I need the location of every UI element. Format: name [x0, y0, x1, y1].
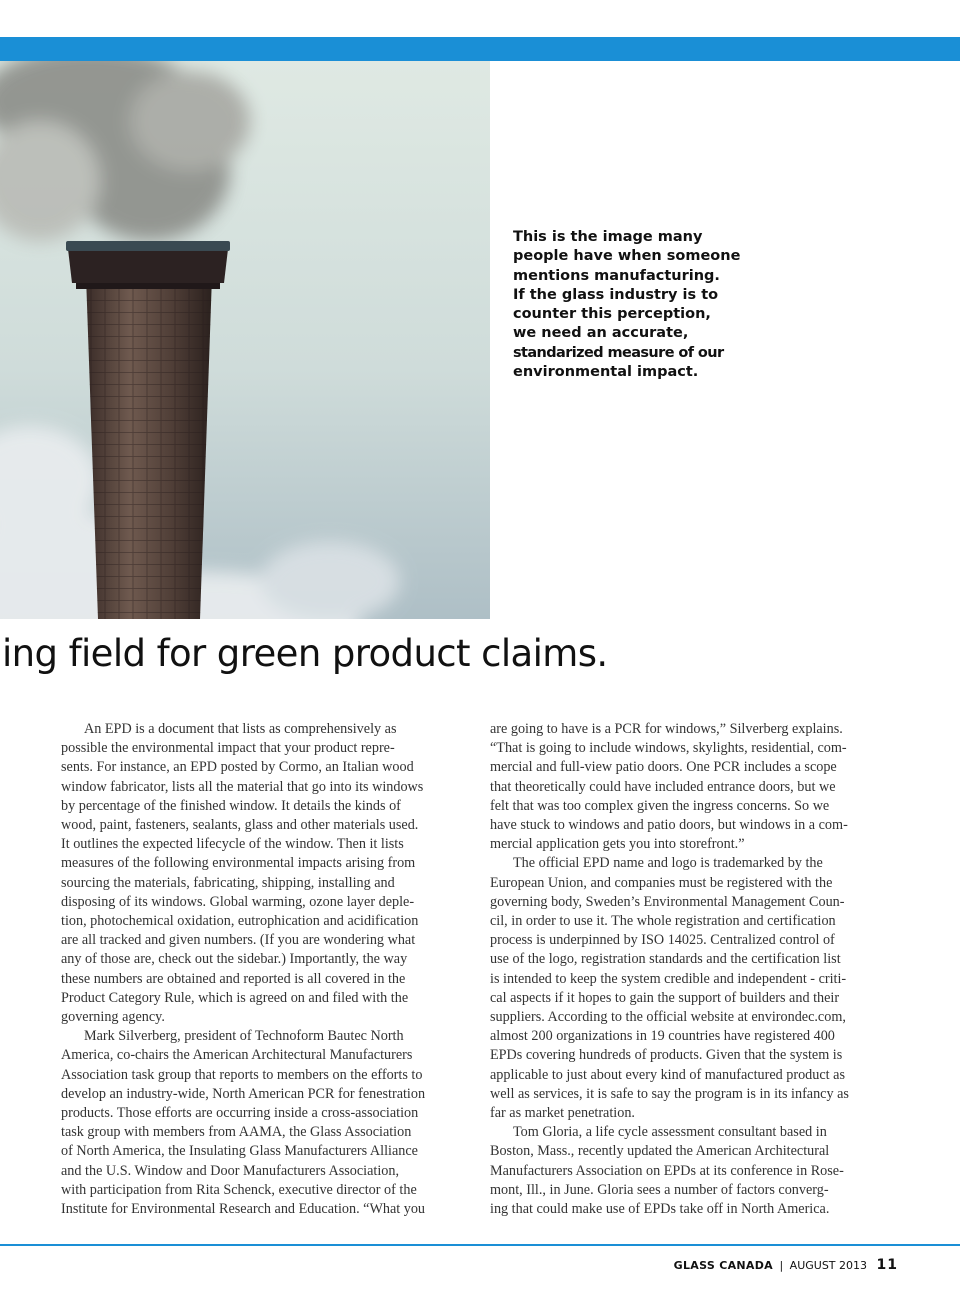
body-line: any of those are, check out the sidebar.) Importantly, the way: [61, 951, 408, 968]
body-line: these numbers are obtained and reported is all covered in the: [61, 970, 406, 987]
body-line: Association task group that reports to members on the efforts to: [61, 1066, 423, 1083]
body-line: The official EPD name and logo is trademarked by the: [513, 855, 823, 872]
body-line: task group with members from AAMA, the Glass Association: [61, 1124, 412, 1141]
body-line: Institute for Environmental Research and Education. “What you: [61, 1201, 426, 1218]
body-line: mercial application gets you into storefront.”: [490, 836, 745, 853]
body-line: Boston, Mass., recently updated the American Architectural: [490, 1143, 830, 1160]
body-line: Mark Silverberg, president of Technoform Bautec North: [84, 1028, 404, 1045]
body-line: sourcing the materials, fabricating, shipping, installing and: [61, 874, 395, 891]
caption-line: people have when someone: [513, 248, 741, 265]
body-line: by percentage of the finished window. It details the kinds of: [61, 797, 401, 814]
page-footer: [674, 1257, 898, 1273]
body-line: cil, in order to use it. The whole registration and certification: [490, 913, 836, 930]
body-line: process is underpinned by ISO 14025. Centralized control of: [490, 932, 835, 949]
caption-line: counter this perception,: [513, 306, 711, 323]
body-line: almost 200 organizations in 19 countries have registered 400: [490, 1028, 835, 1045]
body-line: Product Category Rule, which is agreed on and filed with the: [61, 989, 409, 1006]
body-line: disposing of its windows. Global warming, ozone layer deple-: [61, 893, 415, 910]
body-line: mont, Ill., in June. Gloria sees a number of factors converg-: [490, 1181, 829, 1198]
body-line: applicable to just about every kind of manufactured product as: [490, 1066, 845, 1083]
body-line: governing agency.: [61, 1009, 165, 1026]
body-line: well as services, it is safe to say the program is in its infancy as: [490, 1085, 849, 1102]
body-line: are going to have is a PCR for windows,” Silverberg explains.: [490, 721, 843, 737]
body-line: with participation from Rita Schenck, executive director of the: [61, 1181, 417, 1198]
body-line: ing that could make use of EPDs take off in North America.: [490, 1201, 830, 1218]
footer-rule: [0, 1244, 960, 1246]
body-line: Manufacturers Association on EPDs at its conference in Rose-: [490, 1162, 844, 1179]
body-line: have stuck to windows and patio doors, but windows in a com-: [490, 817, 848, 834]
caption-line: This is the image many: [513, 229, 703, 245]
body-line: tion, photochemical oxidation, eutrophication and acidification: [61, 913, 419, 930]
body-line: use of the logo, registration standards and the certification list: [490, 951, 841, 968]
body-line: possible the environmental impact that your product repre-: [61, 740, 395, 757]
body-line: develop an industry-wide, North American PCR for fenestration: [61, 1085, 426, 1102]
body-line: An EPD is a document that lists as comprehensively as: [84, 721, 397, 737]
issue-date: AUGUST 2013: [789, 1259, 868, 1272]
article-headline: ing field for green product claims.: [2, 632, 608, 675]
body-line: sents. For instance, an EPD posted by Cormo, an Italian wood: [61, 759, 414, 776]
body-line: It outlines the expected lifecycle of the window. Then it lists: [61, 836, 404, 853]
body-line: governing body, Sweden’s Environmental Management Coun-: [490, 893, 845, 910]
body-line: suppliers. According to the official website at environdec.com,: [490, 1009, 846, 1026]
body-line: America, co-chairs the American Architectural Manufacturers: [61, 1047, 413, 1064]
caption-line: environmental impact.: [513, 364, 699, 381]
body-line: measures of the following environmental impacts arising from: [61, 855, 416, 872]
body-line: Tom Gloria, a life cycle assessment consultant based in: [513, 1124, 827, 1141]
body-line: of North America, the Insulating Glass Manufacturers Alliance: [61, 1143, 418, 1160]
body-column-right: [490, 720, 902, 1219]
body-line: wood, paint, fasteners, sealants, glass and other materials used.: [61, 817, 419, 834]
publication-name: GLASS CANADA: [673, 1259, 773, 1272]
body-line: European Union, and companies must be registered with the: [490, 874, 833, 891]
body-line: mercial and full-view patio doors. One PCR includes a scope: [490, 759, 837, 776]
top-accent-bar: [0, 37, 960, 61]
body-line: and the U.S. Window and Door Manufacturers Association,: [61, 1162, 400, 1179]
caption-line: standarized measure of our: [513, 344, 724, 361]
photo-caption: [513, 228, 763, 382]
body-line: “That is going to include windows, skylights, residential, com-: [490, 740, 847, 757]
body-column-left: [61, 720, 473, 1219]
footer-separator: |: [779, 1259, 784, 1272]
body-line: cal aspects if it hopes to gain the support of builders and their: [490, 989, 840, 1006]
caption-line: If the glass industry is to: [513, 286, 719, 303]
caption-line: we need an accurate,: [513, 325, 689, 342]
body-line: far as market penetration.: [490, 1105, 635, 1122]
body-line: is intended to keep the system credible and independent - criti-: [490, 970, 847, 987]
caption-line: mentions manufacturing.: [513, 267, 720, 284]
smokestack-photo: [0, 61, 490, 619]
page-number: 11: [876, 1257, 898, 1273]
body-line: felt that was too complex given the ingress concerns. So we: [490, 797, 830, 814]
body-line: that theoretically could have included entrance doors, but we: [490, 778, 836, 795]
body-line: products. Those efforts are occurring inside a cross-association: [61, 1105, 419, 1122]
body-line: are all tracked and given numbers. (If you are wondering what: [61, 932, 416, 949]
body-line: window fabricator, lists all the material that go into its windows: [61, 778, 424, 795]
body-line: EPDs covering hundreds of products. Given that the system is: [490, 1047, 843, 1064]
